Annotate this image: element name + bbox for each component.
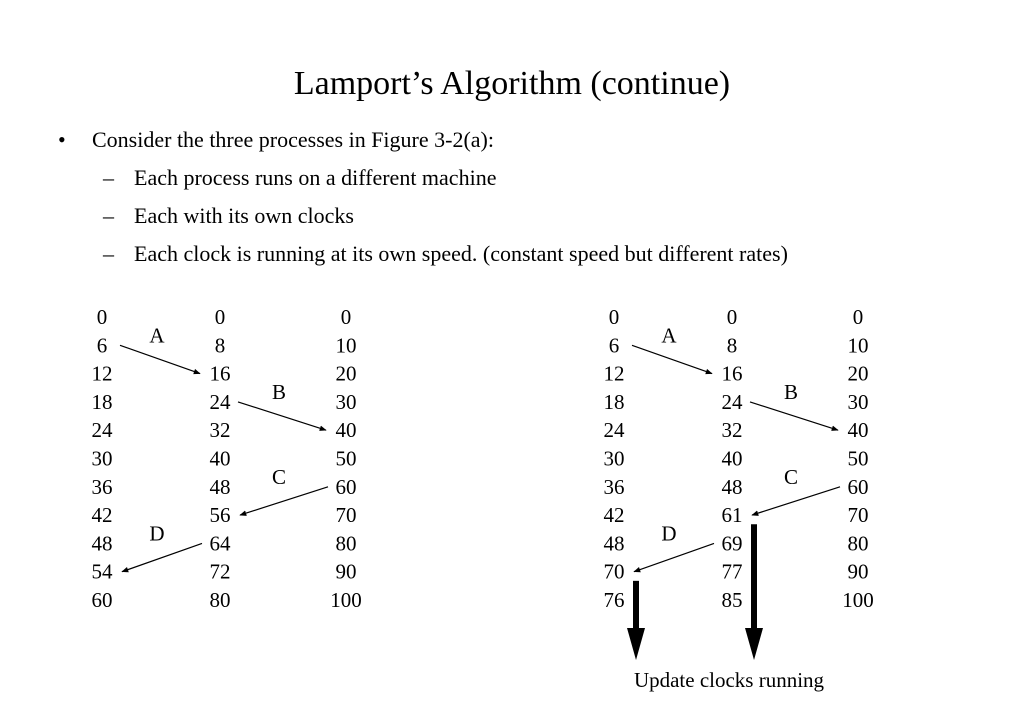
clock-value-p2: 61 (721, 503, 743, 528)
message-label-a: A (661, 323, 677, 348)
sub-bullet-text: Each clock is running at its own speed. (constant speed but different rates) (134, 241, 788, 266)
clock-value-p1: 18 (91, 389, 113, 414)
message-label-d: D (149, 521, 165, 546)
clock-value-p3: 70 (847, 503, 869, 528)
message-label-a: A (149, 323, 165, 348)
clock-value-p1: 70 (603, 559, 625, 584)
message-arrow-a (632, 345, 712, 373)
message-label-d: D (661, 521, 677, 546)
clock-value-p1: 48 (603, 531, 625, 556)
message-label-c: C (271, 464, 287, 489)
clock-value-p1: 48 (91, 531, 113, 556)
clock-value-p2: 72 (209, 559, 231, 584)
clock-value-p3: 20 (847, 361, 869, 386)
clock-value-p2: 48 (209, 474, 231, 499)
clock-value-p2: 80 (209, 588, 231, 612)
message-arrow-b (238, 402, 326, 430)
sub-bullet-text: Each process runs on a different machine (134, 165, 497, 190)
clock-value-p2: 56 (209, 503, 231, 528)
clock-value-p3: 100 (330, 588, 362, 612)
update-caption: Update clocks running (633, 668, 825, 692)
clock-value-p1: 36 (91, 474, 113, 499)
bullet-text: Consider the three processes in Figure 3-2(a): (92, 127, 494, 152)
clock-value-p2: 0 (214, 305, 226, 329)
clock-value-p1: 36 (603, 474, 625, 499)
clock-value-p1: 0 (608, 305, 620, 329)
slide-title: Lamport’s Algorithm (continue) (293, 65, 731, 102)
update-arrow-head (627, 628, 645, 660)
clock-value-p2: 8 (214, 333, 226, 358)
message-label-c: C (783, 464, 799, 489)
clock-value-p3: 90 (847, 559, 869, 584)
clock-value-p2: 16 (721, 361, 743, 386)
clock-value-p2: 77 (721, 559, 743, 584)
clock-value-p1: 42 (603, 503, 625, 528)
clock-value-p2: 69 (721, 531, 743, 556)
message-arrow-b (750, 402, 838, 430)
update-arrow-shaft (751, 524, 757, 630)
sub-bullet-marker: – (103, 165, 114, 190)
clock-value-p3: 80 (335, 531, 357, 556)
clock-value-p3: 10 (847, 333, 869, 358)
clock-value-p3: 0 (852, 305, 864, 329)
clock-value-p1: 12 (603, 361, 625, 386)
clock-value-p3: 10 (335, 333, 357, 358)
message-arrow-d (634, 543, 714, 571)
clock-value-p1: 0 (96, 305, 108, 329)
clock-value-p1: 30 (603, 446, 625, 471)
bullet-list (0, 0, 1024, 300)
clock-value-p1: 6 (96, 333, 108, 358)
message-arrow-c (240, 487, 328, 515)
clock-value-p1: 12 (91, 361, 113, 386)
clock-value-p3: 90 (335, 559, 357, 584)
sub-bullet-marker: – (103, 203, 114, 228)
clock-value-p1: 6 (608, 333, 620, 358)
clock-value-p1: 18 (603, 389, 625, 414)
message-arrow-d (122, 543, 202, 571)
clock-value-p1: 24 (91, 418, 113, 443)
clock-value-p1: 30 (91, 446, 113, 471)
clock-value-p3: 80 (847, 531, 869, 556)
clock-value-p3: 50 (847, 446, 869, 471)
clock-value-p1: 42 (91, 503, 113, 528)
sub-bullet-text: Each with its own clocks (134, 203, 354, 228)
clock-value-p2: 24 (721, 389, 743, 414)
clock-value-p1: 60 (91, 588, 113, 612)
clock-value-p3: 20 (335, 361, 357, 386)
clock-value-p2: 16 (209, 361, 231, 386)
message-label-b: B (271, 379, 287, 404)
clock-value-p1: 24 (603, 418, 625, 443)
update-arrow-head (745, 628, 763, 660)
clock-value-p2: 85 (721, 588, 743, 612)
clock-figures-svg (0, 300, 1024, 709)
clock-value-p2: 24 (209, 389, 231, 414)
clock-value-p3: 50 (335, 446, 357, 471)
clock-value-p3: 0 (340, 305, 352, 329)
clock-value-p3: 40 (847, 418, 869, 443)
clock-value-p2: 40 (721, 446, 743, 471)
clock-value-p2: 64 (209, 531, 231, 556)
clock-value-p1: 76 (603, 588, 625, 612)
clock-value-p2: 40 (209, 446, 231, 471)
clock-value-p3: 40 (335, 418, 357, 443)
clock-value-p2: 32 (209, 418, 231, 443)
clock-value-p3: 60 (847, 474, 869, 499)
clock-value-p1: 54 (91, 559, 113, 584)
clock-figures (0, 300, 1024, 709)
message-arrow-c (752, 487, 840, 515)
clock-value-p2: 8 (726, 333, 738, 358)
clock-value-p3: 60 (335, 474, 357, 499)
sub-bullet-marker: – (103, 241, 114, 266)
clock-value-p2: 48 (721, 474, 743, 499)
clock-value-p3: 30 (847, 389, 869, 414)
clock-value-p2: 0 (726, 305, 738, 329)
clock-value-p3: 70 (335, 503, 357, 528)
update-arrow-shaft (633, 581, 639, 630)
clock-value-p3: 100 (842, 588, 874, 612)
message-label-b: B (783, 379, 799, 404)
message-arrow-a (120, 345, 200, 373)
clock-value-p2: 32 (721, 418, 743, 443)
clock-value-p3: 30 (335, 389, 357, 414)
bullet-marker: • (58, 127, 66, 152)
